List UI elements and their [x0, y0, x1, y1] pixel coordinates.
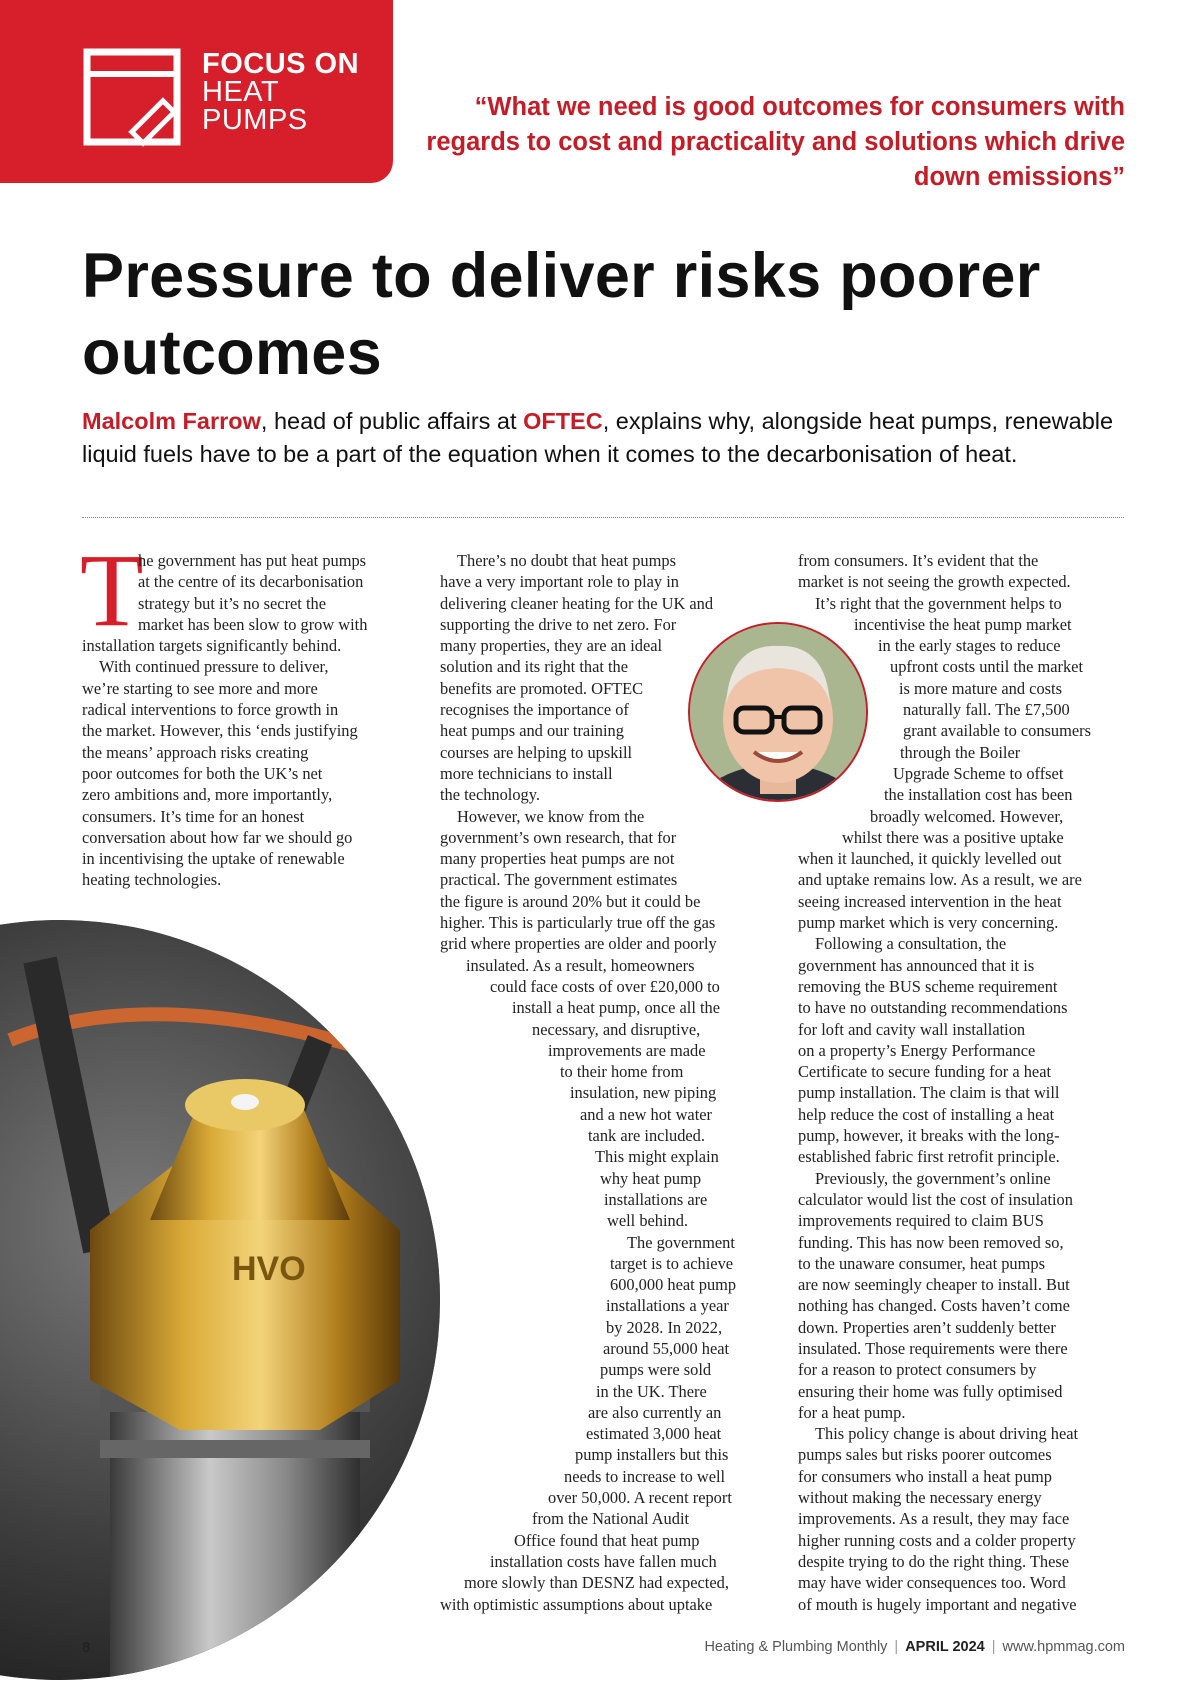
- body-line: courses are helping to upskill: [440, 742, 633, 762]
- body-line: market has been slow to grow with: [138, 614, 368, 634]
- body-line: This might explain: [595, 1147, 719, 1167]
- body-line: government has announced that it is: [798, 955, 1035, 975]
- badge-line-1: FOCUS ON: [202, 48, 360, 80]
- body-line: more slowly than DESNZ had expected,: [464, 1573, 729, 1593]
- standfirst-middle: , head of public affairs at: [260, 408, 524, 434]
- body-line: installations a year: [606, 1296, 729, 1316]
- body-line: from consumers. It’s evident that the: [798, 551, 1039, 570]
- body-line: This policy change is about driving heat: [815, 1424, 1079, 1444]
- body-line: could face costs of over £20,000 to: [490, 976, 720, 996]
- body-line: tank are included.: [588, 1126, 705, 1146]
- body-line: grid where properties are older and poorly: [440, 934, 717, 954]
- body-line: solution and its right that the: [440, 657, 629, 677]
- body-line: conversation about how far we should go: [82, 827, 353, 847]
- section-badge: [0, 0, 393, 183]
- body-line: However, we know from the: [457, 806, 645, 826]
- publication-name: Heating & Plumbing Monthly: [704, 1639, 888, 1655]
- body-line: radical interventions to force growth in: [82, 700, 339, 720]
- body-line: installation targets significantly behind.: [82, 636, 342, 656]
- oil-nozzle-photo: [0, 920, 440, 1680]
- body-line: zero ambitions and, more importantly,: [82, 785, 333, 805]
- body-line: market is not seeing the growth expected.: [798, 572, 1071, 592]
- section-title: [202, 50, 359, 134]
- body-line: in the early stages to reduce: [878, 636, 1061, 656]
- body-line: needs to increase to well: [564, 1466, 726, 1486]
- body-line: seeing increased intervention in the heat: [798, 891, 1062, 911]
- body-line: when it launched, it quickly levelled out: [798, 849, 1062, 869]
- body-line: many properties heat pumps are not: [440, 849, 675, 869]
- body-line: practical. The government estimates: [440, 870, 678, 890]
- body-line: improvements are made: [548, 1040, 706, 1060]
- website-link[interactable]: www.hpmmag.com: [1002, 1639, 1125, 1655]
- body-line: for a heat pump.: [798, 1402, 906, 1422]
- body-line: grant available to consumers: [903, 721, 1091, 741]
- body-line: pump, however, it breaks with the long-: [798, 1126, 1060, 1146]
- body-line: installations are: [604, 1189, 708, 1209]
- body-line: well behind.: [607, 1211, 689, 1231]
- footer-info: [704, 1639, 1125, 1655]
- body-column-1: [82, 550, 412, 891]
- body-line: by 2028. In 2022,: [606, 1317, 723, 1337]
- body-line: heating technologies.: [82, 870, 222, 890]
- body-line: despite trying to do the right thing. These: [798, 1551, 1070, 1571]
- body-line: There’s no doubt that heat pumps: [457, 551, 676, 570]
- body-line: ensuring their home was fully optimised: [798, 1381, 1063, 1401]
- body-line: to the unaware consumer, heat pumps: [798, 1253, 1045, 1273]
- body-line: many properties, they are an ideal: [440, 636, 663, 656]
- body-line: to their home from: [560, 1062, 684, 1082]
- body-line: Office found that heat pump: [514, 1530, 700, 1550]
- body-line: necessary, and disruptive,: [532, 1019, 701, 1039]
- author-name: Malcolm Farrow: [82, 408, 261, 434]
- nozzle-marking: HVO: [232, 1250, 306, 1288]
- body-line: removing the BUS scheme requirement: [798, 976, 1058, 996]
- body-line: and uptake remains low. As a result, we are: [798, 870, 1082, 890]
- body-line: improvements. As a result, they may face: [798, 1509, 1070, 1529]
- body-line: upfront costs until the market: [890, 657, 1084, 677]
- body-line: is more mature and costs: [899, 678, 1062, 698]
- body-line: down. Properties aren’t suddenly better: [798, 1317, 1056, 1337]
- body-line: broadly welcomed. However,: [870, 806, 1064, 826]
- body-line: Upgrade Scheme to offset: [893, 763, 1064, 783]
- body-line: strategy but it’s no secret the: [138, 593, 326, 613]
- body-line: pump market which is very concerning.: [798, 913, 1059, 933]
- separator: |: [894, 1639, 899, 1655]
- body-line: delivering cleaner heating for the UK and: [440, 593, 714, 613]
- body-line: target is to achieve: [610, 1253, 734, 1273]
- body-line: recognises the importance of: [440, 700, 629, 720]
- body-line: higher running costs and a colder property: [798, 1530, 1076, 1550]
- body-line: and a new hot water: [580, 1104, 712, 1124]
- body-line: Previously, the government’s online: [815, 1168, 1051, 1188]
- body-line: we’re starting to see more and more: [82, 678, 318, 698]
- body-line: government’s own research, that for: [440, 827, 677, 847]
- body-line: With continued pressure to deliver,: [99, 657, 329, 677]
- body-line: have a very important role to play in: [440, 572, 679, 592]
- body-line: 600,000 heat pump: [610, 1275, 737, 1295]
- body-line: may have wider consequences too. Word: [798, 1573, 1066, 1593]
- body-line: pumps were sold: [600, 1360, 712, 1380]
- body-line: improvements required to claim BUS: [798, 1211, 1044, 1231]
- body-line: calculator would list the cost of insulation: [798, 1189, 1073, 1209]
- body-line: pump installation. The claim is that will: [798, 1083, 1060, 1103]
- body-line: around 55,000 heat: [603, 1338, 730, 1358]
- body-line: the figure is around 20% but it could be: [440, 891, 701, 911]
- body-line: installation costs have fallen much: [490, 1551, 717, 1571]
- standfirst: [82, 405, 1132, 471]
- body-line: the market. However, this ‘ends justifying: [82, 721, 358, 741]
- body-line: from the National Audit: [532, 1509, 690, 1529]
- page-number: 8: [82, 1639, 91, 1656]
- body-line: through the Boiler: [900, 742, 1021, 762]
- body-line: are also currently an: [588, 1402, 722, 1422]
- body-line: in the UK. There: [596, 1381, 707, 1401]
- body-line: with optimistic assumptions about uptake: [440, 1594, 713, 1614]
- divider: [82, 517, 1124, 518]
- body-line: over 50,000. A recent report: [548, 1488, 732, 1508]
- body-line: pumps sales but risks poorer outcomes: [798, 1445, 1052, 1465]
- body-line: consumers. It’s time for an honest: [82, 806, 305, 826]
- body-line: at the centre of its decarbonisation: [138, 572, 364, 592]
- body-line: heat pumps and our training: [440, 721, 624, 741]
- body-line: of mouth is hugely important and negative: [798, 1594, 1077, 1614]
- badge-line-3: PUMPS: [202, 104, 308, 136]
- body-line: for consumers who install a heat pump: [798, 1466, 1052, 1486]
- body-line: The government: [627, 1232, 735, 1252]
- body-line: install a heat pump, once all the: [512, 998, 721, 1018]
- body-line: insulation, new piping: [570, 1083, 717, 1103]
- body-line: higher. This is particularly true off the gas: [440, 913, 716, 933]
- body-line: why heat pump: [600, 1168, 702, 1188]
- pull-quote: “What we need is good outcomes for consumers with regards to cost and practicality and solutions which drive down emissions”: [426, 93, 1125, 191]
- body-line: It’s right that the government helps to: [815, 593, 1062, 613]
- document-edit-icon: [83, 48, 187, 148]
- body-line: in incentivising the uptake of renewable: [82, 849, 345, 869]
- body-line: naturally fall. The £7,500: [903, 700, 1070, 720]
- body-line: supporting the drive to net zero. For: [440, 614, 677, 634]
- body-line: Certificate to secure funding for a heat: [798, 1062, 1052, 1082]
- body-line: he government has put heat pumps: [138, 551, 367, 570]
- body-line: funding. This has now been removed so,: [798, 1232, 1064, 1252]
- body-line: established fabric first retrofit principle.: [798, 1147, 1060, 1167]
- organisation-name: OFTEC: [523, 408, 603, 434]
- body-line: insulated. Those requirements were there: [798, 1338, 1068, 1358]
- body-line: poor outcomes for both the UK’s net: [82, 763, 323, 783]
- body-line: nothing has changed. Costs haven’t come: [798, 1296, 1070, 1316]
- body-line: on a property’s Energy Performance: [798, 1040, 1036, 1060]
- body-line: for loft and cavity wall installation: [798, 1019, 1026, 1039]
- body-line: the means’ approach risks creating: [82, 742, 309, 762]
- drop-cap: T: [80, 533, 144, 648]
- badge-line-2: HEAT: [202, 76, 280, 108]
- body-column-3: [798, 550, 1128, 1615]
- body-line: Following a consultation, the: [815, 934, 1007, 954]
- body-line: are now seemingly cheaper to install. But: [798, 1275, 1070, 1295]
- body-line: for a reason to protect consumers by: [798, 1360, 1037, 1380]
- separator: |: [991, 1639, 996, 1655]
- issue-date: APRIL 2024: [905, 1639, 985, 1655]
- body-line: pump installers but this: [575, 1445, 729, 1465]
- body-line: insulated. As a result, homeowners: [466, 955, 695, 975]
- body-line: to have no outstanding recommendations: [798, 998, 1068, 1018]
- body-line: the installation cost has been: [884, 785, 1073, 805]
- body-line: more technicians to install: [440, 763, 613, 783]
- standfirst-rest: , explains why, alongside heat pumps, renewable liquid fuels have to be a part of the equation when it comes to the decarbonisation of heat.: [82, 408, 1114, 467]
- body-line: without making the necessary energy: [798, 1488, 1042, 1508]
- body-line: incentivise the heat pump market: [854, 614, 1072, 634]
- body-line: benefits are promoted. OFTEC: [440, 678, 644, 698]
- body-line: the technology.: [440, 785, 540, 805]
- body-line: estimated 3,000 heat: [586, 1424, 722, 1444]
- body-line: help reduce the cost of installing a heat: [798, 1104, 1055, 1124]
- headline: Pressure to deliver risks poorer outcomes: [82, 241, 1041, 388]
- body-line: whilst there was a positive uptake: [842, 827, 1064, 847]
